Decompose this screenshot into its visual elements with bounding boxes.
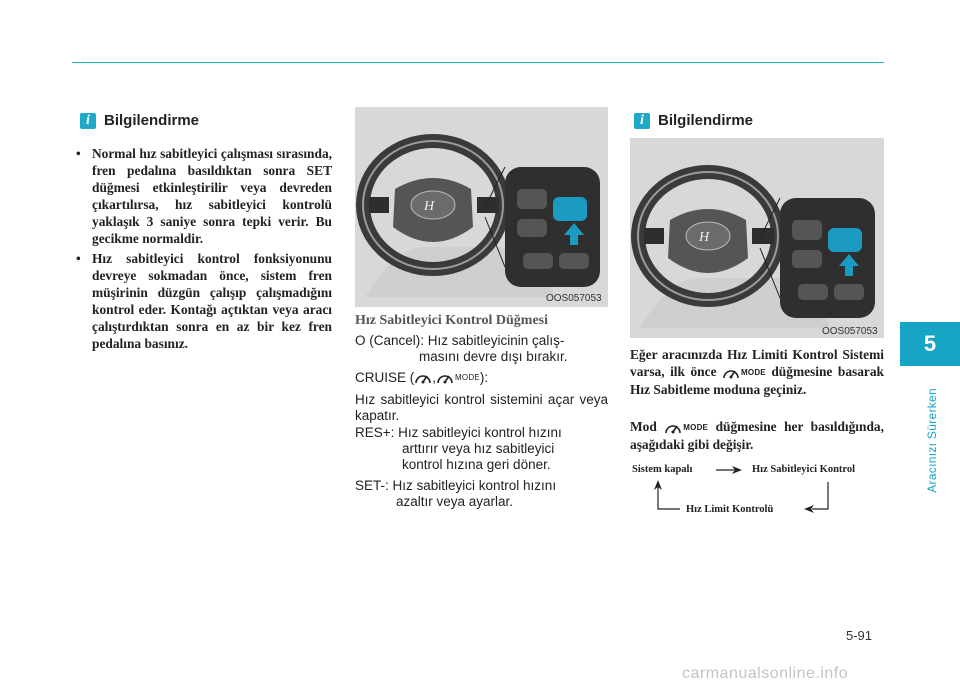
res-description: RES+: Hız sabitleyici kontrol hızını arttırır veya hız sabitleyici kontrol hızına geri döner. (355, 425, 562, 472)
steering-wheel-illustration (630, 138, 884, 338)
info-header-right (634, 112, 753, 129)
page-number: 5-91 (846, 628, 873, 643)
info-list-left (76, 145, 332, 355)
arrow-icon (654, 480, 680, 509)
header-rule (72, 62, 884, 63)
info-title-right: Bilgilendirme (658, 112, 754, 129)
cruise-mode-icon: MODE (436, 370, 480, 386)
cancel-description: O (Cancel): Hız sabitleyicinin çalış- masını devre dışı bırakır. (355, 333, 568, 364)
figure-code-right: OOS057053 (822, 326, 878, 337)
chapter-title: Aracınızı Sürerken (925, 387, 939, 493)
arrow-icon (716, 466, 742, 474)
state-system-off: Sistem kapalı (632, 464, 693, 475)
figure-code-middle: OOS057053 (546, 293, 602, 304)
steering-wheel-figure (355, 107, 608, 307)
cruise-line: CRUISE ( , MODE ): (355, 370, 489, 385)
steering-wheel-figure-right (630, 138, 884, 338)
arrow-icon (804, 482, 828, 513)
steering-wheel-illustration (355, 107, 608, 307)
svg-text:H: H (699, 230, 710, 245)
cruise-mode-icon: MODE (664, 419, 708, 436)
cruise-description: Hız sabitleyici kontrol sistemini açar veya kapatır. (355, 392, 608, 423)
section-title: Hız Sabitleyici Kontrol Düğmesi (355, 313, 549, 328)
info-icon: i (80, 113, 96, 129)
list-item: • Normal hız sabitleyici çalışması sırasında, fren pedalına basıldıktan sonra SET düğmesi etkinleştirilir veya devreden çıkartılırsa, hız sabitleyici kontrolü yaklaşık 3 saniye sonra tepki verir. Bu gecikme normaldir. (76, 146, 332, 246)
watermark: carmanualsonline.info (682, 665, 849, 682)
svg-text:H: H (424, 199, 435, 214)
set-description: SET-: Hız sabitleyici kontrol hızını azaltır veya ayarlar. (355, 478, 557, 509)
chapter-number: 5 (900, 322, 960, 366)
right-paragraph-2: Mod MODE düğmesine her basıldığında, aşağıdaki gibi değişir. (630, 419, 884, 453)
cruise-mode-icon: MODE (722, 364, 766, 381)
info-icon: i (634, 113, 650, 129)
state-cruise-control: Hız Sabitleyici Kontrol (752, 464, 856, 475)
state-speed-limit: Hız Limit Kontrolü (686, 504, 774, 515)
info-header-left (80, 112, 199, 129)
cruise-icon (414, 371, 432, 385)
info-title-left: Bilgilendirme (104, 112, 200, 129)
list-item: • Hız sabitleyici kontrol fonksiyonunu devreye sokmadan önce, sistem fren müşirinin düzgün çalışıp çalışmadığını kontrol eder. Kontağı açtıktan veya aracı çalıştırdıktan sonra en az bir kez fren pedalına basınız. (76, 251, 332, 351)
right-paragraph-1: Eğer aracınızda Hız Limiti Kontrol Sistemi varsa, ilk önce MODE düğmesine basarak Hız Sabitleme moduna geçiniz. (630, 347, 885, 398)
mode-cycle-arrows (640, 460, 840, 530)
